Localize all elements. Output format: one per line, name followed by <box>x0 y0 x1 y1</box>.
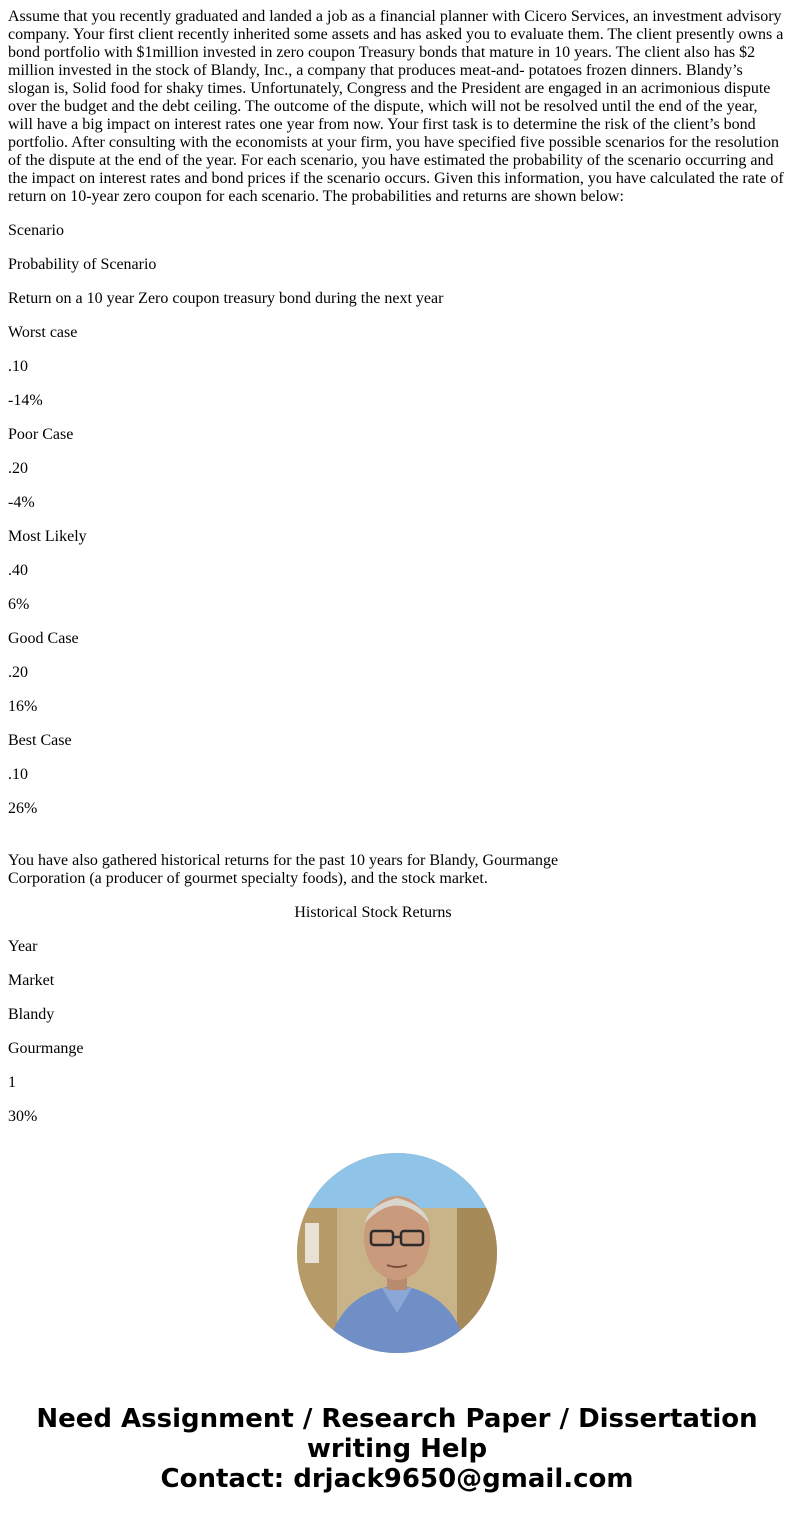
historical-header-market: Market <box>8 972 55 989</box>
historical-header-gourmange: Gourmange <box>8 1040 84 1057</box>
scenario-probability: .10 <box>8 766 28 783</box>
historical-intro <box>8 852 786 888</box>
scenario-probability: .40 <box>8 562 28 579</box>
scenario-name: Poor Case <box>8 426 74 443</box>
historical-year: 1 <box>8 1074 16 1091</box>
scenario-return: -4% <box>8 494 35 511</box>
scenario-return: 6% <box>8 596 30 613</box>
scenario-return: 26% <box>8 800 38 817</box>
historical-header-blandy: Blandy <box>8 1006 55 1023</box>
person-photo-icon <box>297 1153 497 1353</box>
table-header-return: Return on a 10 year Zero coupon treasury bond during the next year <box>8 290 444 307</box>
scenario-name: Worst case <box>8 324 78 341</box>
scenario-name: Best Case <box>8 732 72 749</box>
historical-header-year: Year <box>8 938 38 955</box>
scenario-return: -14% <box>8 392 43 409</box>
scenario-probability: .20 <box>8 664 28 681</box>
promo-contact-email: Contact: drjack9650@gmail.com <box>160 1464 634 1494</box>
table-header-scenario: Scenario <box>8 222 64 239</box>
promo-line-2: writing Help <box>306 1434 488 1464</box>
promo-banner <box>0 1122 794 1523</box>
intro-paragraph: Assume that you recently graduated and landed a job as a financial planner with Cicero Services, an investment advisory company. Your first client recently inherited some assets and has asked you to evaluate them. The client presently owns a bond portfolio with $1million invested in zero coupon Treasury bonds that mature in 10 years. The client also has $2 million invested in the stock of Blandy, Inc., a company that produces meat-and- potatoes frozen dinners. Blandy’s slogan is, Solid food for shaky times. Unfortunately, Congress and the President are engaged in an acrimonious dispute over the budget and the debt ceiling. The outcome of the dispute, which will not be resolved until the end of the year, will have a big impact on interest rates one year from now. Your first task is to determine the risk of the client’s bond portfolio. After consulting with the economists at your firm, you have specified five possible scenarios for the resolution of the dispute at the end of the year. For each scenario, you have estimated the probability of the scenario occurring and the impact on interest rates and bond prices if the scenario occurs. Given this information, you have calculated the rate of return on 10-year zero coupon for each scenario. The probabilities and returns are shown below: <box>8 8 784 205</box>
scenario-probability: .10 <box>8 358 28 375</box>
avatar <box>297 1153 497 1353</box>
historical-intro-line1: You have also gathered historical returns for the past 10 years for Blandy, Gourmange <box>8 852 559 869</box>
table-header-probability: Probability of Scenario <box>8 256 157 273</box>
historical-intro-line2: Corporation (a producer of gourmet specialty foods), and the stock market. <box>8 870 488 887</box>
historical-market-return: 30% <box>8 1108 38 1122</box>
scenario-name: Good Case <box>8 630 79 647</box>
historical-title: Historical Stock Returns <box>294 904 452 921</box>
scenario-probability: .20 <box>8 460 28 477</box>
scenario-return: 16% <box>8 698 38 715</box>
scenario-name: Most Likely <box>8 528 87 545</box>
document-content <box>8 0 786 1122</box>
promo-line-1: Need Assignment / Research Paper / Dissertation <box>36 1404 758 1434</box>
